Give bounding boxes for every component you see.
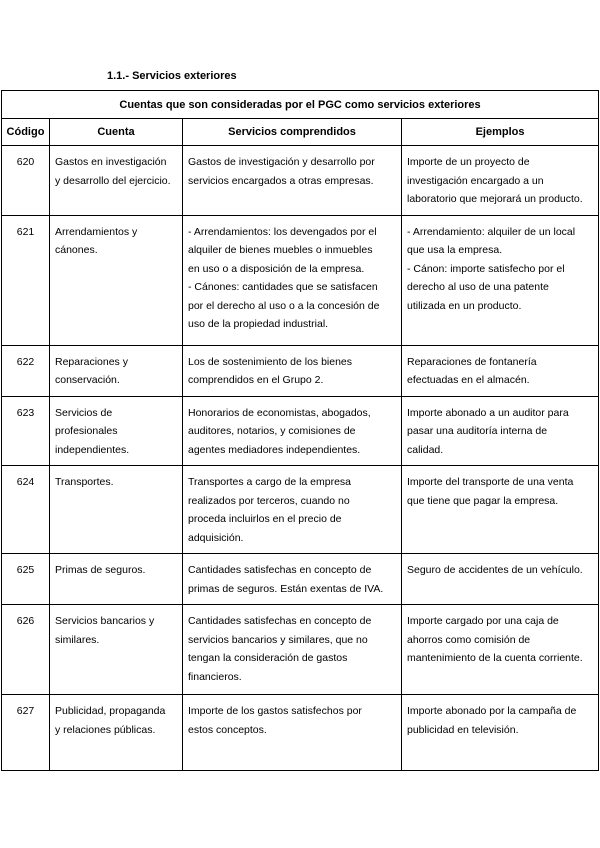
cell-ejemplos (402, 466, 599, 554)
services-table (1, 90, 599, 771)
cell-line: en uso o a disposición de la empresa. (188, 262, 365, 275)
section-title: 1.1.- Servicios exteriores (107, 70, 237, 82)
cell-line: pasar una auditoría interna de (407, 425, 548, 437)
cell-codigo: 624 (2, 466, 50, 554)
cell-line: - Arrendamiento: alquiler de un local (407, 225, 576, 238)
cell-line: Transportes a cargo de la empresa (188, 476, 352, 488)
cell-line: Transportes. (55, 476, 114, 488)
cell-line: - Cánon: importe satisfecho por el (407, 262, 565, 275)
cell-servicios (183, 396, 402, 466)
table-title: Cuentas que son consideradas por el PGC como servicios exteriores (2, 91, 599, 119)
cell-line: Seguro de accidentes de un vehículo. (407, 564, 583, 576)
cell-line: por el derecho al uso o a la concesión de (188, 299, 380, 312)
cell-servicios (183, 215, 402, 345)
table-row (2, 396, 599, 466)
cell-servicios (183, 345, 402, 396)
cell-line: investigación encargado a un (407, 174, 544, 187)
cell-line: primas de seguros. Están exentas de IVA. (188, 582, 384, 595)
cell-line: auditores, notarios, y comisiones de (188, 425, 356, 437)
cell-codigo: 626 (2, 605, 50, 695)
cell-ejemplos (402, 554, 599, 605)
table-row (2, 215, 599, 345)
table-row (2, 605, 599, 695)
cell-ejemplos (402, 396, 599, 466)
header-cuenta: Cuenta (50, 119, 183, 146)
cell-cuenta (50, 146, 183, 216)
cell-ejemplos (402, 146, 599, 216)
table-row (2, 554, 599, 605)
cell-line: servicios encargados a otras empresas. (188, 174, 374, 187)
cell-line: calidad. (407, 443, 444, 456)
cell-line: agentes mediadores independientes. (188, 443, 361, 456)
cell-line: uso de la propiedad industrial. (188, 318, 329, 330)
cell-line: mantenimiento de la cuenta corriente. (407, 652, 583, 664)
cell-cuenta (50, 695, 183, 771)
cell-line: Honorarios de economistas, abogados, (188, 406, 371, 419)
cell-line: Arrendamientos y (55, 225, 138, 238)
cell-cuenta (50, 345, 183, 396)
cell-line: estos conceptos. (188, 723, 267, 736)
cell-line: Reparaciones de fontanería (407, 355, 537, 368)
cell-servicios (183, 466, 402, 554)
cell-ejemplos (402, 605, 599, 695)
cell-codigo: 621 (2, 215, 50, 345)
table-row (2, 695, 599, 771)
header-ejemplos: Ejemplos (402, 119, 599, 146)
cell-codigo: 627 (2, 695, 50, 771)
cell-line: Servicios de (55, 406, 113, 419)
cell-line: Importe de los gastos satisfechos por (188, 705, 362, 717)
cell-servicios (183, 554, 402, 605)
cell-line: y relaciones públicas. (55, 723, 156, 736)
cell-line: Cantidades satisfechas en concepto de (188, 564, 372, 576)
cell-line: que usa la empresa. (407, 244, 503, 256)
cell-codigo: 622 (2, 345, 50, 396)
cell-line: profesionales (55, 425, 118, 437)
cell-cuenta (50, 396, 183, 466)
cell-line: ahorros como comisión de (407, 633, 531, 646)
cell-line: Gastos en investigación (55, 156, 167, 168)
cell-line: cánones. (55, 244, 98, 256)
cell-ejemplos (402, 215, 599, 345)
cell-line: realizados por terceros, cuando no (188, 494, 350, 507)
cell-ejemplos (402, 695, 599, 771)
cell-line: independientes. (55, 443, 130, 456)
cell-line: Importe de un proyecto de (407, 156, 530, 168)
cell-line: derecho al uso de una patente (407, 281, 549, 293)
cell-line: proceda incluirlos en el precio de (188, 513, 342, 525)
cell-cuenta (50, 554, 183, 605)
cell-line: conservación. (55, 374, 120, 386)
cell-line: Servicios bancarios y (55, 615, 155, 627)
cell-line: efectuadas en el almacén. (407, 374, 530, 386)
cell-codigo: 623 (2, 396, 50, 466)
cell-ejemplos (402, 345, 599, 396)
cell-line: Publicidad, propaganda (55, 705, 166, 717)
cell-cuenta (50, 605, 183, 695)
cell-servicios (183, 146, 402, 216)
cell-line: laboratorio que mejorará un producto. (407, 193, 583, 205)
table-row (2, 466, 599, 554)
cell-line: Reparaciones y (55, 355, 128, 368)
cell-line: comprendidos en el Grupo 2. (188, 374, 324, 386)
cell-codigo: 625 (2, 554, 50, 605)
table-row (2, 345, 599, 396)
cell-cuenta (50, 466, 183, 554)
cell-line: y desarrollo del ejercicio. (55, 174, 171, 187)
cell-line: - Arrendamientos: los devengados por el (188, 225, 377, 238)
header-codigo: Código (2, 119, 50, 146)
cell-line: financieros. (188, 670, 242, 683)
cell-line: Importe abonado a un auditor para (407, 406, 569, 419)
cell-line: Importe del transporte de una venta (407, 476, 574, 488)
cell-line: alquiler de bienes muebles o inmuebles (188, 244, 373, 256)
table-row (2, 146, 599, 216)
cell-servicios (183, 695, 402, 771)
cell-line: Cantidades satisfechas en concepto de (188, 615, 372, 627)
cell-line: Importe cargado por una caja de (407, 615, 559, 627)
cell-line: que tiene que pagar la empresa. (407, 494, 559, 507)
cell-line: Importe abonado por la campaña de (407, 705, 577, 717)
cell-line: Primas de seguros. (55, 564, 146, 576)
cell-codigo: 620 (2, 146, 50, 216)
header-servicios: Servicios comprendidos (183, 119, 402, 146)
cell-servicios (183, 605, 402, 695)
cell-cuenta (50, 215, 183, 345)
cell-line: Los de sostenimiento de los bienes (188, 355, 353, 368)
cell-line: adquisición. (188, 531, 244, 544)
cell-line: servicios bancarios y similares, que no (188, 633, 368, 646)
cell-line: Gastos de investigación y desarrollo por (188, 156, 375, 168)
cell-line: publicidad en televisión. (407, 723, 519, 736)
cell-line: - Cánones: cantidades que se satisfacen (188, 281, 378, 293)
cell-line: utilizada en un producto. (407, 299, 522, 312)
cell-line: tengan la consideración de gastos (188, 652, 348, 664)
cell-line: similares. (55, 633, 100, 646)
